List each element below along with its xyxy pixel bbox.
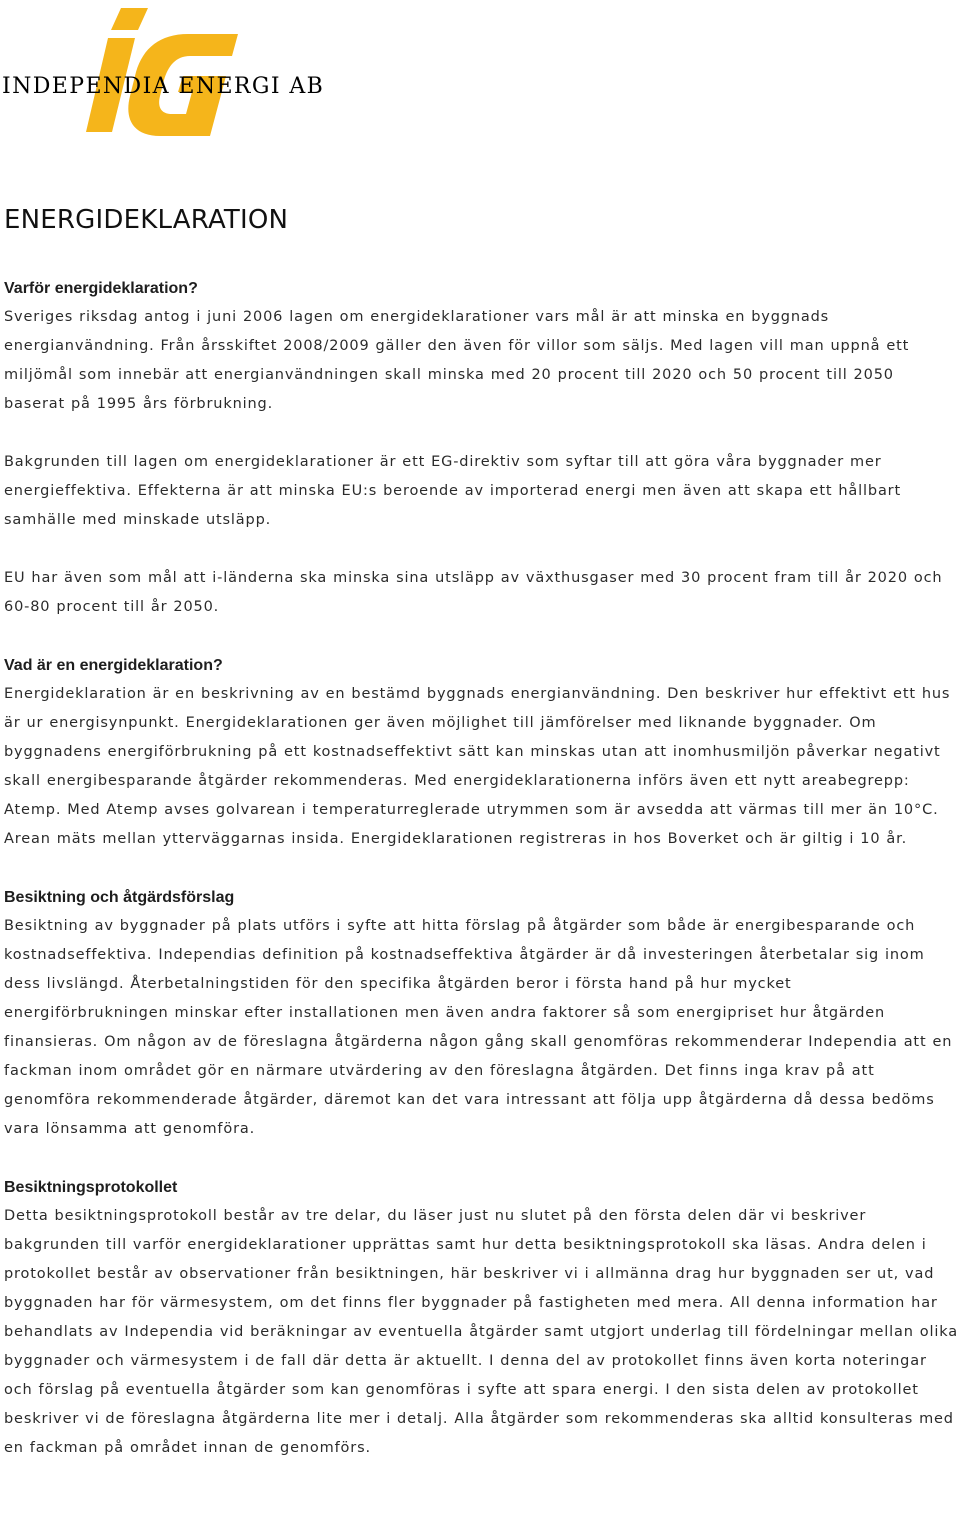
company-logo (0, 0, 340, 140)
section-inspection-and-measures (4, 883, 959, 1144)
document-body (4, 274, 959, 1492)
paragraph: Bakgrunden till lagen om energideklarationer är ett EG-direktiv som syftar till att göra våra byggnader mer energieffektiva. Effekterna är att minska EU:s beroende av importerad energi men även att skapa ett hållbart samhälle med minskade utsläpp. (4, 454, 902, 528)
paragraph: Sveriges riksdag antog i juni 2006 lagen om energideklarationer vars mål är att minska en byggnads energianvändning. Från årsskiftet 2008/2009 gäller den även för villor som säljs. Med lagen vill man uppnå ett miljömål som innebär att energianvändningen skall minska med 20 procent till 2020 och 50 procent till 2050 baserat på 1995 års förbrukning. (4, 309, 910, 412)
paragraph: Besiktning av byggnader på plats utförs i syfte att hitta förslag på åtgärder som både är energibesparande och kostnadseffektiva. Independias definition på kostnadseffektiva åtgärder är då investeringen återbetalar sig inom dess livslängd. Återbetalningstiden för den specifika åtgärden beror i första hand på hur mycket energiförbrukningen minskar efter installationen men även andra faktorer så som energipriset hur åtgärden finansieras. Om någon av de föreslagna åtgärderna någon gång skall genomföras rekommenderar Independia att en fackman inom området gör en närmare utvärdering av den föreslagna åtgärden. Det finns inga krav på att genomföra rekommenderade åtgärder, däremot kan det vara intressant att följa upp åtgärderna då dessa bedöms vara lönsamma att genomföra. (4, 918, 953, 1137)
section-heading: Vad är en energideklaration? (4, 657, 223, 674)
section-inspection-protocol (4, 1173, 959, 1463)
section-why-energy-declaration (4, 274, 959, 622)
section-heading: Varför energideklaration? (4, 280, 198, 297)
paragraph: EU har även som mål att i-länderna ska minska sina utsläpp av växthusgaser med 30 procent fram till år 2020 och 60-80 procent till år 2050. (4, 570, 943, 615)
paragraph: Energideklaration är en beskrivning av en bestämd byggnads energianvändning. Den beskriver hur effektivt ett hus är ur energisynpunkt. Energideklarationen ger även möjlighet till jämförelser med liknande byggnader. Om byggnadens energiförbrukning på ett kostnadseffektivt sätt kan minskas utan att inomhusmiljön påverkar negativt skall energibesparande åtgärder rekommenderas. Med energideklarationerna införs även ett nytt areabegrepp: Atemp. Med Atemp avses golvarean i temperaturreglerade utrymmen som är avsedda att värmas till mer än 10°C. Arean mäts mellan ytterväggarnas insida. Energideklarationen registreras in hos Boverket och är giltig i 10 år. (4, 686, 951, 847)
paragraph: Detta besiktningsprotokoll består av tre delar, du läser just nu slutet på den första delen där vi beskriver bakgrunden till varför energideklarationer upprättas samt hur detta besiktningsprotokoll ska läsas. Andra delen i protokollet består av observationer från besiktningen, här beskriver vi i allmänna drag hur byggnaden ser ut, vad byggnaden har för värmesystem, om det finns fler byggnader på fastigheten med mera. All denna information har behandlats av Independia vid beräkningar av eventuella åtgärder samt utgjort underlag till fördelningar mellan olika byggnader och värmesystem i de fall där detta är aktuellt. I denna del av protokollet finns även korta noteringar och förslag på eventuella åtgärder som kan genomföras i syfte att spara energi. I den sista delen av protokollet beskriver vi de föreslagna åtgärderna lite mer i detalj. Alla åtgärder som rekommenderas ska alltid konsulteras med en fackman på området innan de genomförs. (4, 1208, 958, 1456)
section-heading: Besiktning och åtgärdsförslag (4, 889, 235, 906)
ig-logo-mark (0, 0, 340, 140)
document-title: ENERGIDEKLARATION (4, 205, 289, 235)
company-name: INDEPENDIA ENERGI AB (2, 74, 325, 99)
section-heading: Besiktningsprotokollet (4, 1179, 178, 1196)
section-what-is-energy-declaration (4, 651, 959, 854)
